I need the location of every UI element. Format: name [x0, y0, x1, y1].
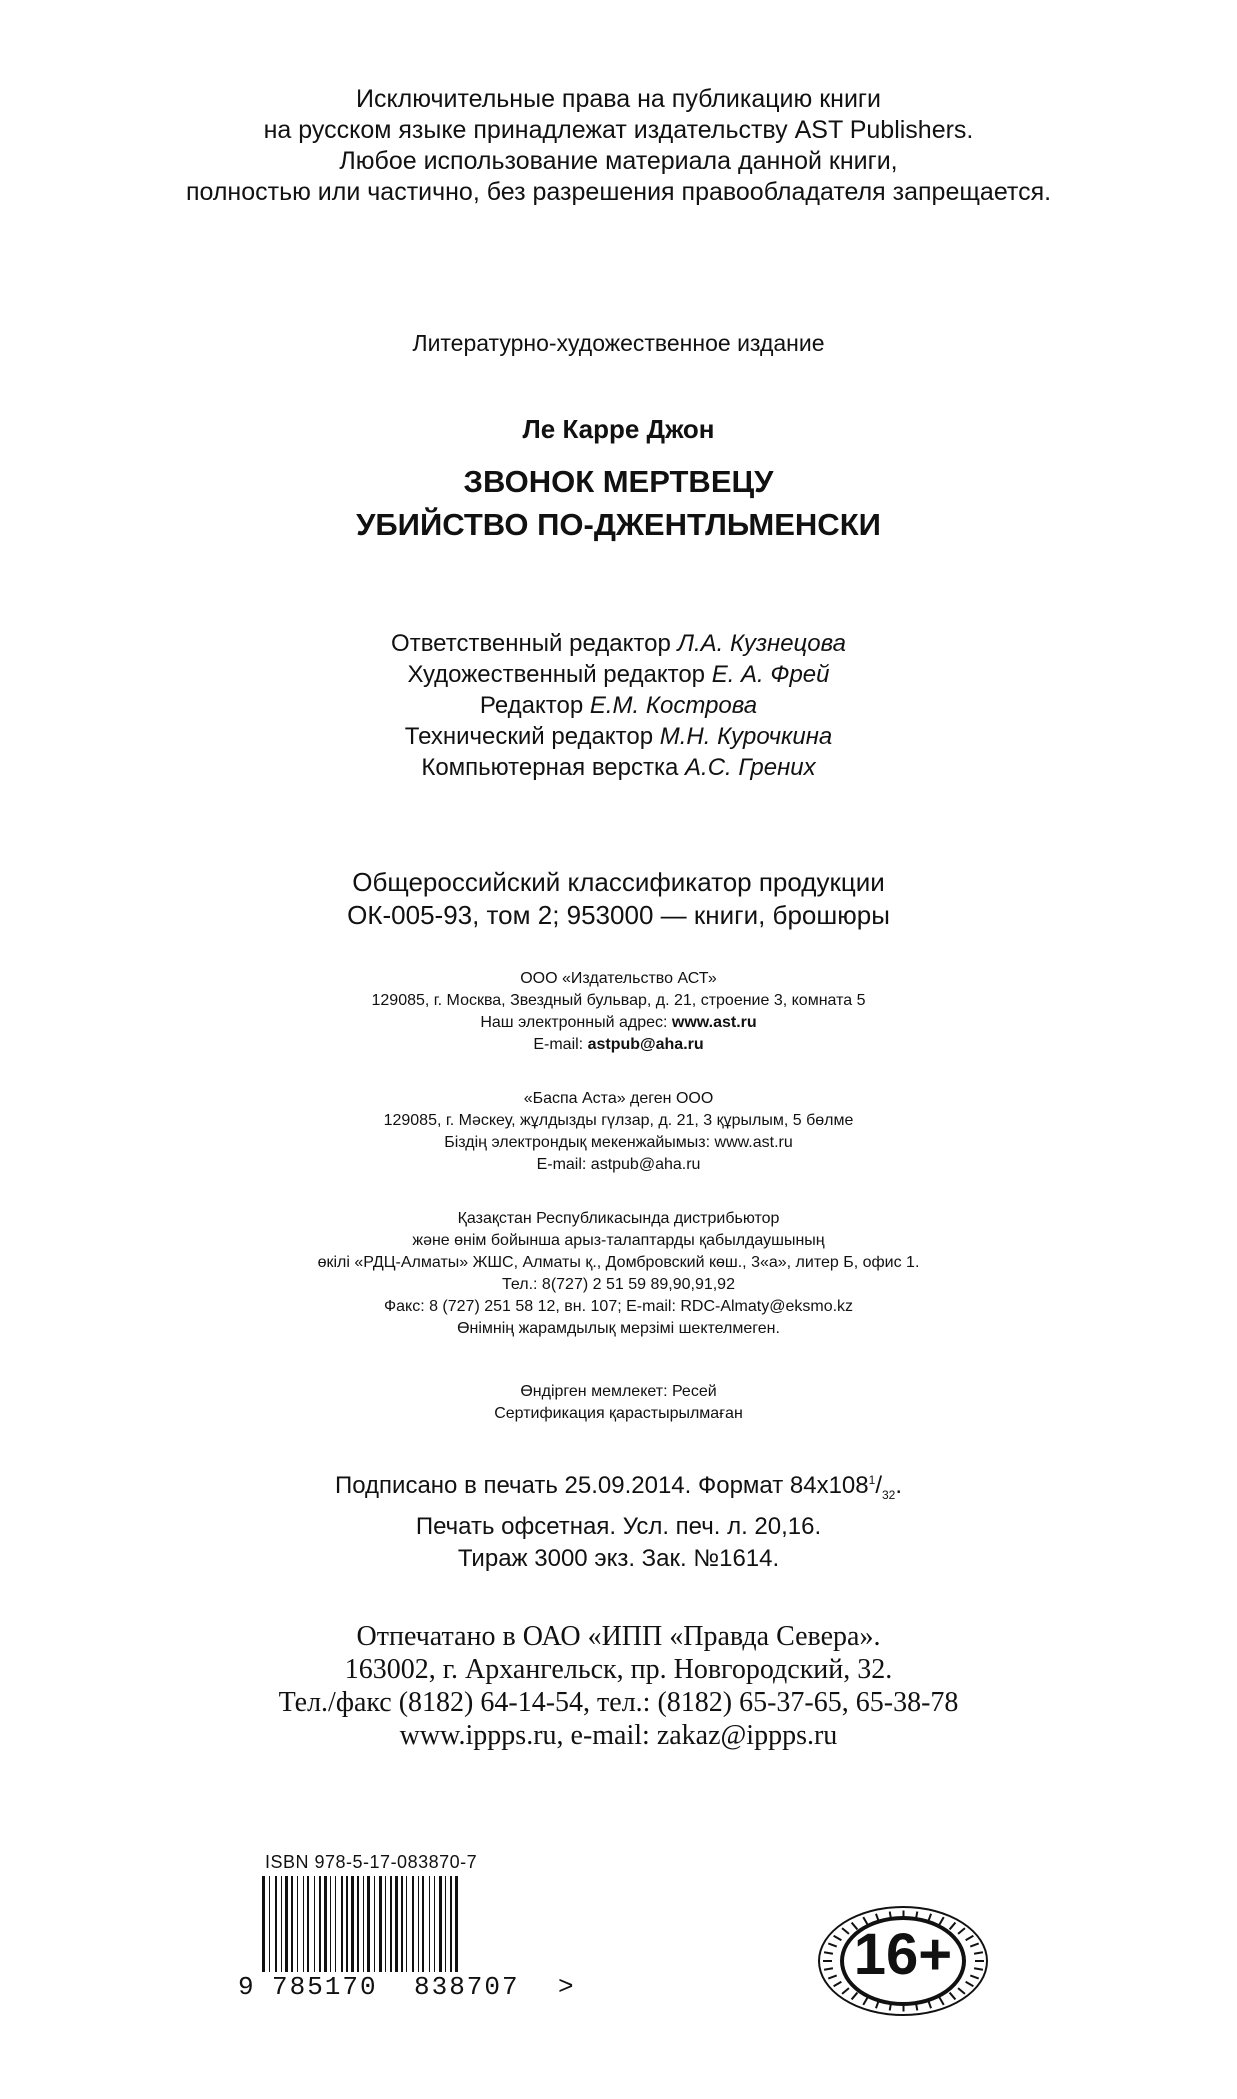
- distributor-line: Қазақстан Республикасында дистрибьютор: [457, 1210, 780, 1227]
- barcode-bar: [406, 1876, 407, 1972]
- rights-line: Любое использование материала данной книги,: [339, 147, 898, 175]
- publisher-web: [0, 1012, 1237, 1034]
- staff-line: [0, 659, 1237, 690]
- print-line: Тираж 3000 экз. Зак. №1614.: [457, 1544, 780, 1572]
- barcode-bar: [418, 1876, 419, 1972]
- publisher-address: 129085, г. Мәскеу, жұлдызды гүлзар, д. 21, 3 құрылым, 5 бөлме: [383, 1112, 854, 1129]
- printer-line: www.ippps.ru, e-mail: zakaz@ippps.ru: [399, 1720, 838, 1751]
- staff-line: [0, 752, 1237, 783]
- barcode-bar: [450, 1876, 452, 1972]
- origin-line: Өндірген мемлекет: Ресей: [520, 1383, 717, 1400]
- barcode-bar: [395, 1876, 398, 1972]
- barcode-bar: [269, 1876, 270, 1972]
- barcode-digit-first: 9: [238, 1972, 254, 2002]
- distributor-line: Өнімнің жарамдылық мерзімі шектелмеген.: [457, 1320, 780, 1337]
- rights-line: Исключительные права на публикацию книги: [355, 85, 882, 113]
- barcode-bar: [335, 1876, 336, 1972]
- barcode-bar: [341, 1876, 343, 1972]
- barcode-bar: [379, 1876, 382, 1972]
- publisher-name: ООО «Издательство АСТ»: [520, 970, 717, 987]
- barcode-quiet-mark: >: [558, 1972, 574, 2002]
- barcode-bar: [374, 1876, 375, 1972]
- web-label: Наш электронный адрес:: [480, 1014, 668, 1031]
- edition-type: Литературно-художественное издание: [412, 330, 825, 356]
- barcode-bar: [351, 1876, 354, 1972]
- barcode-digits-left: 785170: [272, 1972, 378, 2002]
- barcode-bar: [285, 1876, 288, 1972]
- staff-line: [0, 721, 1237, 752]
- rights-notice: [0, 84, 1237, 208]
- staff-role: Ответственный редактор: [391, 630, 671, 657]
- printer-line: Тел./факс (8182) 64-14-54, тел.: (8182) 65-37-65, 65-38-78: [278, 1687, 959, 1718]
- book-title: ЗВОНОК МЕРТВЕЦУ: [463, 464, 774, 499]
- format-end: .: [895, 1472, 903, 1499]
- staff-name: М.Н. Курочкина: [659, 723, 833, 750]
- age-badge-tick: [903, 2003, 905, 2012]
- barcode-bar: [401, 1876, 403, 1972]
- distributor-info: [0, 1208, 1237, 1340]
- barcode-bar: [281, 1876, 282, 1972]
- publisher-email: [0, 1034, 1237, 1056]
- staff-line: [0, 628, 1237, 659]
- classifier-line: ОК-005-93, том 2; 953000 — книги, брошюры: [347, 900, 890, 930]
- email-link[interactable]: astpub@aha.ru: [587, 1036, 704, 1053]
- barcode-bar: [303, 1876, 304, 1972]
- barcode-bar: [434, 1876, 435, 1972]
- age-rating-label: 16+: [853, 1922, 953, 1987]
- origin-info: [0, 1381, 1237, 1425]
- barcode-bar: [429, 1876, 430, 1972]
- publisher-ru: [0, 968, 1237, 1056]
- barcode-bar: [385, 1876, 386, 1972]
- distributor-line: Факс: 8 (727) 251 58 12, вн. 107; E-mail: RDC-Almaty@eksmo.kz: [383, 1298, 854, 1315]
- barcode-bar: [297, 1876, 298, 1972]
- email-label: E-mail:: [533, 1036, 584, 1053]
- barcode-bar: [307, 1876, 309, 1972]
- distributor-line: өкілі «РДЦ-Алматы» ЖШС, Алматы қ., Домбровский көш., 3«а», литер Б, офис 1.: [317, 1254, 920, 1271]
- publisher-address: 129085, г. Москва, Звездный бульвар, д. 21, строение 3, комната 5: [371, 992, 866, 1009]
- print-info: [0, 1464, 1237, 1575]
- staff-name: Л.А. Кузнецова: [677, 630, 846, 657]
- print-signed: Подписано в печать 25.09.2014. Формат $84x108^1/_{32}$.: [334, 1472, 903, 1502]
- editorial-staff: [0, 628, 1237, 783]
- barcode-bar: [319, 1876, 321, 1972]
- printer-line: Отпечатано в ОАО «ИПП «Правда Севера».: [356, 1621, 881, 1652]
- barcode-bar: [346, 1876, 348, 1972]
- publisher-name: «Баспа Аста» деген ООО: [523, 1090, 714, 1107]
- barcode-bar: [445, 1876, 446, 1972]
- staff-role: Редактор: [479, 692, 584, 719]
- barcode-bar: [363, 1876, 364, 1972]
- staff-name: А.С. Грених: [685, 754, 816, 781]
- barcode-bar: [367, 1876, 370, 1972]
- book-title: УБИЙСТВО ПО-ДЖЕНТЛЬМЕНСКИ: [356, 507, 881, 542]
- barcode-bar: [262, 1876, 265, 1972]
- web-link[interactable]: www.ast.ru: [671, 1014, 757, 1031]
- staff-role: Компьютерная верстка: [421, 754, 679, 781]
- rights-line: на русском языке принадлежат издательству AST Publishers.: [263, 116, 974, 144]
- author-name: Ле Карре Джон: [522, 414, 715, 444]
- format-num: 1: [868, 1473, 876, 1487]
- barcode-bar: [291, 1876, 293, 1972]
- book-titles: [0, 460, 1237, 546]
- isbn-label: ISBN 978-5-17-083870-7: [265, 1852, 478, 1872]
- rights-line: полностью или частично, без разрешения правообладателя запрещается.: [185, 178, 1052, 206]
- publisher-kz: [0, 1088, 1237, 1176]
- classifier-line: Общероссийский классификатор продукции: [352, 867, 885, 897]
- staff-role: Художественный редактор: [407, 661, 706, 688]
- publisher-web: Біздің электрондық мекенжайымыз: www.ast.ru: [444, 1134, 793, 1151]
- signed-text: Подписано в печать 25.09.2014. Формат 84x108: [334, 1472, 869, 1499]
- product-classifier: [0, 866, 1237, 932]
- barcode-bar: [439, 1876, 442, 1972]
- staff-line: [0, 690, 1237, 721]
- format-den: 32: [882, 1487, 896, 1502]
- barcode-bar: [330, 1876, 331, 1972]
- printer-info: [0, 1620, 1237, 1752]
- distributor-line: Тел.: 8(727) 2 51 59 89,90,91,92: [502, 1276, 735, 1293]
- barcode-bar: [275, 1876, 277, 1972]
- staff-name: Е. А. Фрей: [711, 661, 830, 688]
- print-line: Печать офсетная. Усл. печ. л. 20,16.: [415, 1512, 822, 1540]
- barcode-bar: [390, 1876, 392, 1972]
- printer-line: 163002, г. Архангельск, пр. Новгородский, 32.: [344, 1654, 893, 1685]
- barcode-bar: [455, 1876, 458, 1972]
- isbn-barcode: [262, 1876, 555, 1972]
- age-badge-tick: [903, 1911, 905, 1920]
- barcode-digits-right: 838707: [414, 1972, 520, 2002]
- barcode-bar: [412, 1876, 414, 1972]
- origin-line: Сертификация қарастырылмаған: [494, 1405, 743, 1422]
- barcode-bar: [324, 1876, 327, 1972]
- barcode-bar: [357, 1876, 359, 1972]
- distributor-line: және өнім бойынша арыз-талаптарды қабылдаушының: [412, 1232, 825, 1249]
- age-rating-badge: [818, 1906, 988, 2016]
- barcode-bar: [314, 1876, 315, 1972]
- staff-role: Технический редактор: [404, 723, 654, 750]
- publisher-email: E-mail: astpub@aha.ru: [536, 1156, 701, 1173]
- barcode-bar: [422, 1876, 424, 1972]
- staff-name: Е.М. Кострова: [589, 692, 758, 719]
